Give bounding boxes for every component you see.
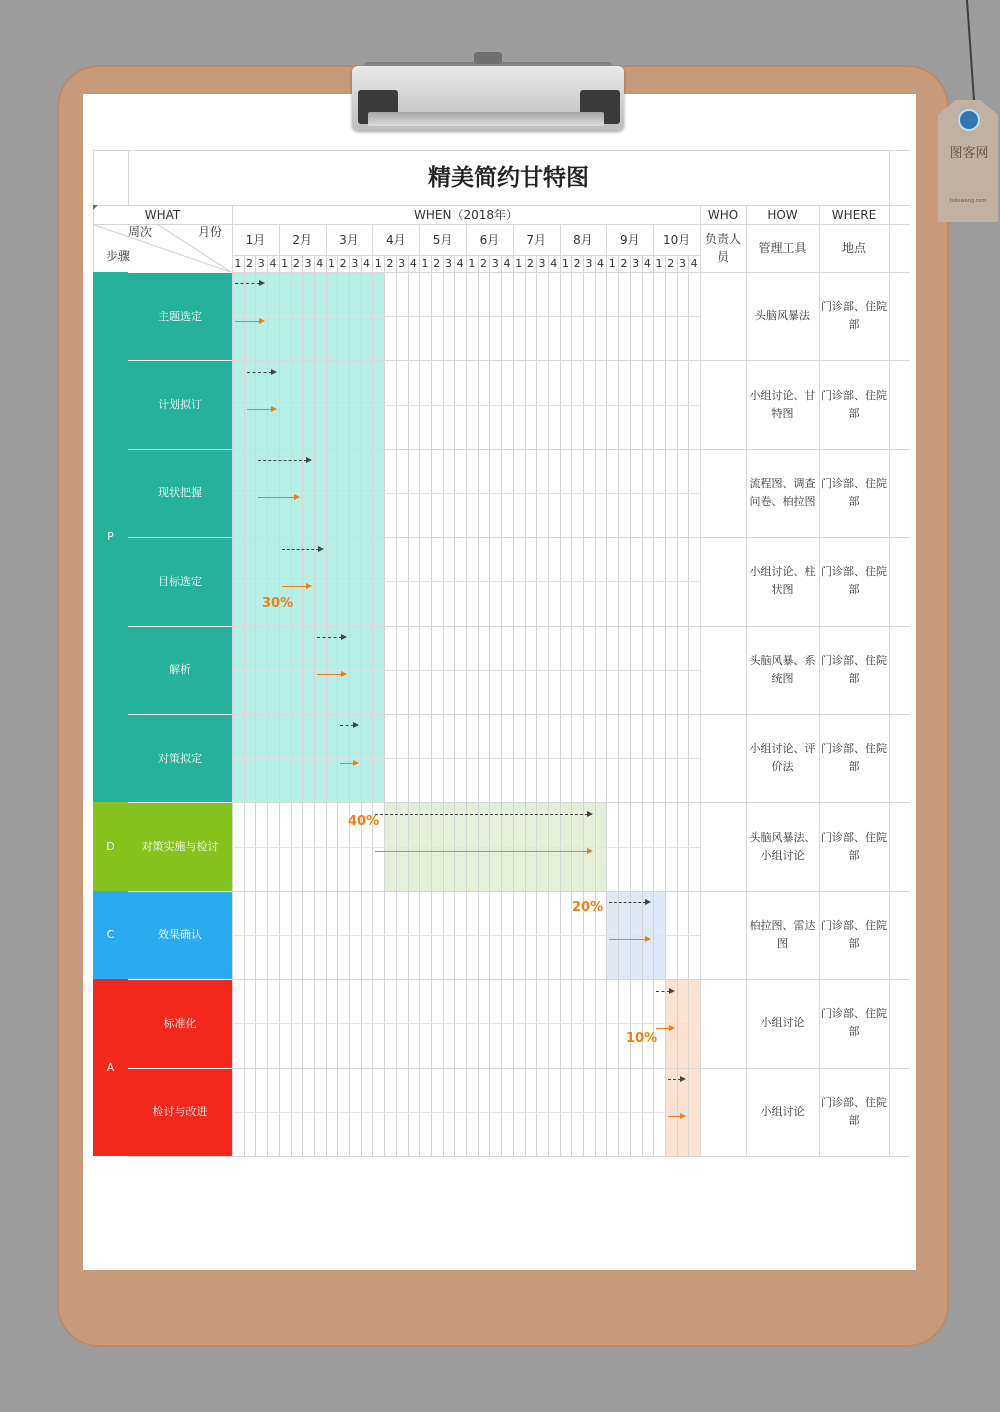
- task-how: 小组讨论: [760, 1016, 805, 1030]
- week-number: 2: [667, 256, 675, 270]
- arrow-head-icon: [353, 722, 359, 728]
- month-header: 2月: [292, 232, 313, 247]
- arrow-head-icon: [271, 406, 277, 412]
- phase-percent: 30%: [262, 596, 294, 611]
- phase-percent: 10%: [626, 1031, 658, 1046]
- arrow-head-icon: [587, 811, 593, 817]
- week-gridline: [255, 255, 256, 1156]
- tag-string: [966, 0, 976, 112]
- header-what: WHAT: [144, 207, 181, 222]
- week-number: 4: [363, 256, 371, 270]
- task-where: 门诊部、住院 部: [821, 300, 887, 332]
- week-gridline: [291, 255, 292, 1156]
- week-number: 1: [655, 256, 663, 270]
- week-gridline: [642, 255, 643, 1156]
- week-gridline: [419, 255, 420, 1156]
- week-number: 4: [690, 256, 698, 270]
- phase-p: P: [93, 272, 128, 802]
- arrow-line: [340, 763, 353, 764]
- week-gridline: [396, 255, 397, 1156]
- task-name: 对策拟定: [128, 714, 232, 802]
- corner-mark: [93, 205, 98, 210]
- month-header: 7月: [526, 232, 547, 247]
- task-name: 对策实施与检讨: [128, 802, 232, 890]
- week-gridline: [478, 255, 479, 1156]
- task-where: 门诊部、住院 部: [821, 1007, 887, 1039]
- week-gridline: [279, 255, 280, 1156]
- month-header: 1月: [245, 232, 266, 247]
- week-number: 2: [246, 256, 254, 270]
- header-who-sub: 负责人 员: [704, 232, 741, 264]
- arrow-line: [235, 283, 260, 284]
- arrow-line: [235, 321, 260, 322]
- header-how: HOW: [767, 207, 798, 222]
- task-name: 目标选定: [128, 537, 232, 625]
- month-header: 6月: [479, 232, 500, 247]
- arrow-line: [668, 1116, 681, 1117]
- task-how: 头脑风暴、系 统图: [749, 653, 816, 685]
- header-who: WHO: [707, 207, 739, 222]
- task-how: 流程图、调查 问卷、柏拉图: [749, 476, 816, 508]
- week-number: 1: [327, 256, 335, 270]
- month-header: 9月: [619, 232, 640, 247]
- task-where: 门诊部、住院 部: [821, 388, 887, 420]
- column-line: [700, 205, 701, 1156]
- arrow-line: [668, 1079, 681, 1080]
- arrow-head-icon: [645, 936, 651, 942]
- phase-d: D: [93, 802, 128, 890]
- task-where: 门诊部、住院 部: [821, 476, 887, 508]
- arrow-head-icon: [353, 760, 359, 766]
- week-gridline: [302, 255, 303, 1156]
- week-gridline: [618, 255, 619, 1156]
- phase-a: A: [93, 979, 128, 1156]
- tag-brand-text: 图客网: [949, 146, 989, 161]
- row-line: [128, 1156, 910, 1157]
- week-number: 3: [491, 256, 499, 270]
- week-number: 4: [643, 256, 651, 270]
- half-row-line: [232, 493, 700, 494]
- week-number: 1: [281, 256, 289, 270]
- week-gridline: [513, 255, 514, 1156]
- week-number: 3: [257, 256, 265, 270]
- week-gridline: [267, 255, 268, 1156]
- phase-percent: 20%: [572, 900, 604, 915]
- month-header: 5月: [432, 232, 453, 247]
- arrow-line: [247, 372, 272, 373]
- column-line: [93, 150, 94, 205]
- arrow-line: [317, 637, 342, 638]
- week-number: 2: [433, 256, 441, 270]
- week-number: 3: [398, 256, 406, 270]
- week-number: 3: [351, 256, 359, 270]
- clip-knob: [474, 52, 502, 64]
- week-gridline: [595, 255, 596, 1156]
- week-number: 2: [620, 256, 628, 270]
- week-number: 2: [386, 256, 394, 270]
- task-how: 小组讨论、评 价法: [749, 742, 816, 774]
- arrow-line: [282, 549, 319, 550]
- week-number: 4: [550, 256, 558, 270]
- page-title: 精美简约甘特图: [428, 164, 589, 191]
- week-gridline: [443, 255, 444, 1156]
- arrow-head-icon: [306, 457, 312, 463]
- week-gridline: [384, 255, 385, 1156]
- task-name: 主题选定: [128, 272, 232, 360]
- arrow-line: [656, 1028, 669, 1029]
- arrow-head-icon: [306, 583, 312, 589]
- week-gridline: [372, 255, 373, 1156]
- arrow-line: [317, 674, 342, 675]
- half-row-line: [232, 758, 700, 759]
- task-name: 现状把握: [128, 449, 232, 537]
- week-number: 2: [480, 256, 488, 270]
- arrow-head-icon: [645, 899, 651, 905]
- week-gridline: [337, 255, 338, 1156]
- half-row-line: [232, 670, 700, 671]
- week-gridline: [677, 255, 678, 1156]
- week-number: 1: [468, 256, 476, 270]
- week-number: 1: [608, 256, 616, 270]
- arrow-head-icon: [259, 318, 265, 324]
- week-gridline: [665, 255, 666, 1156]
- week-gridline: [688, 255, 689, 1156]
- week-gridline: [349, 255, 350, 1156]
- week-gridline: [466, 255, 467, 1156]
- arrow-head-icon: [587, 848, 593, 854]
- month-header: 3月: [339, 232, 359, 247]
- week-gridline: [408, 255, 409, 1156]
- header-when: WHEN（2018年）: [414, 207, 518, 222]
- header-where-sub: 地点: [841, 241, 866, 255]
- week-number: 3: [538, 256, 546, 270]
- arrow-head-icon: [680, 1076, 686, 1082]
- half-row-line: [232, 935, 700, 936]
- week-number: 4: [597, 256, 605, 270]
- task-how: 小组讨论、甘 特图: [749, 388, 816, 420]
- week-gridline: [525, 255, 526, 1156]
- week-gridline: [536, 255, 537, 1156]
- task-where: 门诊部、住院 部: [821, 742, 887, 774]
- task-name: 计划拟订: [128, 360, 232, 448]
- column-line: [889, 150, 890, 1156]
- half-row-line: [232, 405, 700, 406]
- week-number: 4: [316, 256, 324, 270]
- week-number: 1: [515, 256, 523, 270]
- week-number: 1: [421, 256, 429, 270]
- week-number: 4: [503, 256, 511, 270]
- arrow-head-icon: [680, 1113, 686, 1119]
- arrow-head-icon: [341, 634, 347, 640]
- task-name: 效果确认: [128, 891, 232, 979]
- week-gridline: [548, 255, 549, 1156]
- week-number: 3: [585, 256, 593, 270]
- week-gridline: [314, 255, 315, 1156]
- week-gridline: [653, 255, 654, 1156]
- task-name: 解析: [128, 626, 232, 714]
- week-gridline: [361, 255, 362, 1156]
- tag-url-text: tukewang.com: [949, 198, 987, 204]
- arrow-head-icon: [341, 671, 347, 677]
- month-header: 4月: [385, 232, 406, 247]
- arrow-line: [258, 497, 295, 498]
- week-number: 2: [526, 256, 534, 270]
- task-where: 门诊部、住院 部: [821, 565, 887, 597]
- week-gridline: [571, 255, 572, 1156]
- week-gridline: [583, 255, 584, 1156]
- arrow-line: [375, 814, 587, 815]
- week-gridline: [560, 255, 561, 1156]
- week-number: 3: [304, 256, 312, 270]
- task-how: 头脑风暴法、 小组讨论: [749, 830, 816, 862]
- week-number: 1: [561, 256, 569, 270]
- arrow-head-icon: [259, 280, 265, 286]
- week-gridline: [501, 255, 502, 1156]
- task-where: 门诊部、住院 部: [821, 653, 887, 685]
- arrow-line: [656, 991, 669, 992]
- task-how: 头脑风暴法: [755, 309, 810, 323]
- week-label: 周次: [127, 225, 152, 239]
- week-number: 4: [269, 256, 277, 270]
- week-number: 4: [409, 256, 417, 270]
- arrow-head-icon: [271, 369, 277, 375]
- half-row-line: [232, 316, 700, 317]
- week-number: 2: [339, 256, 347, 270]
- arrow-head-icon: [669, 988, 675, 994]
- task-name: 检讨与改进: [128, 1068, 232, 1156]
- arrow-line: [609, 902, 646, 903]
- month-label: 月份: [197, 225, 222, 239]
- arrow-head-icon: [318, 546, 324, 552]
- task-how: 小组讨论、柱 状图: [749, 565, 816, 597]
- week-number: 2: [292, 256, 300, 270]
- phase-percent: 40%: [348, 814, 380, 829]
- week-number: 1: [374, 256, 382, 270]
- tag-hole-icon: [958, 109, 980, 131]
- task-where: 门诊部、住院 部: [821, 830, 887, 862]
- month-header: 10月: [662, 232, 691, 247]
- week-gridline: [630, 255, 631, 1156]
- half-row-line: [232, 1023, 700, 1024]
- week-number: 4: [456, 256, 464, 270]
- week-number: 3: [678, 256, 686, 270]
- week-gridline: [244, 255, 245, 1156]
- week-gridline: [431, 255, 432, 1156]
- header-how-sub: 管理工具: [758, 241, 807, 255]
- column-line: [232, 205, 233, 1156]
- week-number: 1: [234, 256, 242, 270]
- arrow-line: [375, 851, 587, 852]
- phase-c: C: [93, 891, 128, 979]
- week-gridline: [606, 255, 607, 1156]
- task-name: 标准化: [128, 979, 232, 1067]
- task-how: 小组讨论: [760, 1104, 805, 1118]
- arrow-line: [247, 409, 272, 410]
- task-where: 门诊部、住院 部: [821, 1095, 887, 1127]
- clip-bar: [368, 112, 604, 126]
- arrow-line: [340, 725, 353, 726]
- week-gridline: [326, 255, 327, 1156]
- step-label: 步骤: [105, 249, 130, 263]
- week-number: 3: [632, 256, 640, 270]
- half-row-line: [232, 1112, 700, 1113]
- week-gridline: [489, 255, 490, 1156]
- arrow-line: [282, 586, 307, 587]
- arrow-head-icon: [294, 494, 300, 500]
- arrow-line: [609, 939, 646, 940]
- week-number: 3: [444, 256, 452, 270]
- task-how: 柏拉图、雷达 图: [749, 918, 816, 950]
- half-row-line: [232, 581, 700, 582]
- task-where: 门诊部、住院 部: [821, 918, 887, 950]
- header-where: WHERE: [831, 207, 877, 222]
- week-number: 2: [573, 256, 581, 270]
- month-header: 8月: [573, 232, 593, 247]
- week-gridline: [454, 255, 455, 1156]
- half-row-line: [232, 847, 700, 848]
- arrow-line: [258, 460, 307, 461]
- arrow-head-icon: [669, 1025, 675, 1031]
